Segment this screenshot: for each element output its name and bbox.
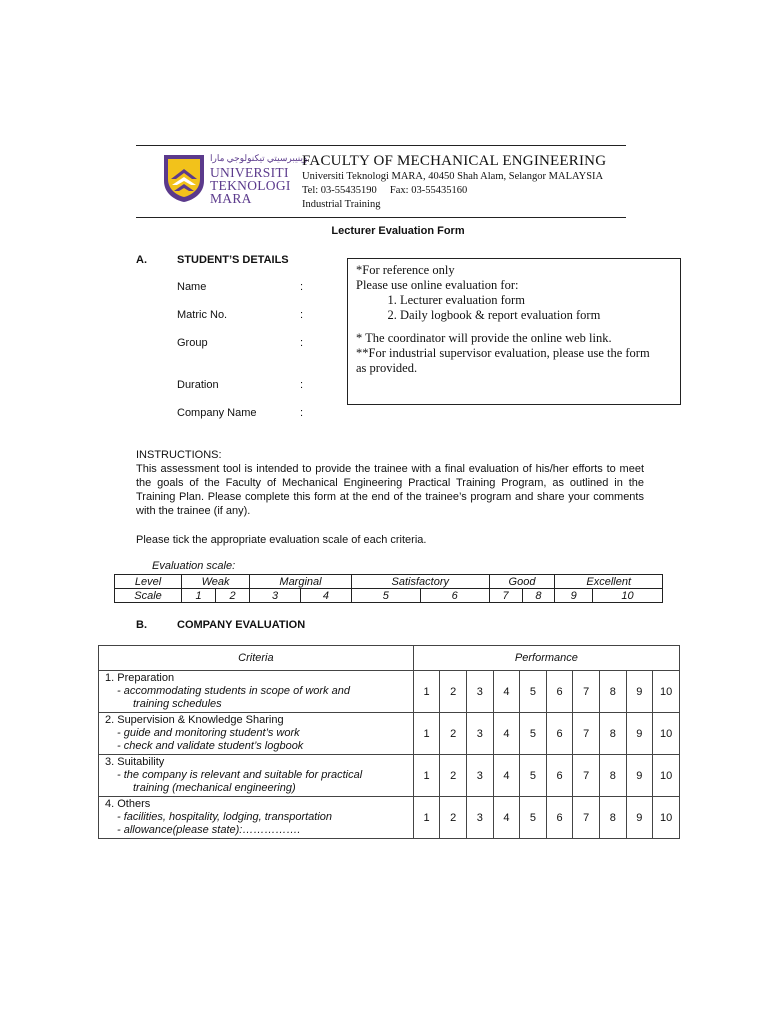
scale-value: 7 xyxy=(489,589,522,603)
rating-option[interactable]: 10 xyxy=(653,671,680,713)
scale-value: 1 xyxy=(182,589,216,603)
rating-option[interactable]: 7 xyxy=(573,755,600,797)
scale-value: 10 xyxy=(592,589,662,603)
rating-option[interactable]: 6 xyxy=(546,755,573,797)
rating-option[interactable]: 9 xyxy=(626,671,653,713)
scale-value: 5 xyxy=(351,589,420,603)
note-line-reference: *For reference only xyxy=(356,263,455,277)
scale-level-marginal: Marginal xyxy=(250,575,352,589)
reference-note-box xyxy=(347,258,681,405)
rating-option[interactable]: 5 xyxy=(520,755,547,797)
scale-level-satisfactory: Satisfactory xyxy=(351,575,489,589)
field-duration-colon: : xyxy=(300,379,304,391)
rating-option[interactable]: 2 xyxy=(440,671,467,713)
rating-option[interactable]: 2 xyxy=(440,713,467,755)
criteria-row xyxy=(99,755,680,797)
scale-value: 2 xyxy=(216,589,250,603)
criteria-sub: - the company is relevant and suitable for practical xyxy=(117,769,363,781)
company-evaluation-table xyxy=(98,645,680,839)
rating-option[interactable]: 9 xyxy=(626,713,653,755)
scale-caption: Evaluation scale: xyxy=(152,560,236,572)
criteria-sub: - guide and monitoring student’s work xyxy=(117,727,300,739)
criteria-sub: - accommodating students in scope of work and xyxy=(117,685,350,697)
rating-option[interactable]: 9 xyxy=(626,755,653,797)
logo-line-mara: MARA xyxy=(210,191,252,206)
criteria-cell xyxy=(99,797,414,839)
rating-option[interactable]: 10 xyxy=(653,755,680,797)
uitm-logo xyxy=(162,153,308,206)
field-group-colon: : xyxy=(300,337,304,349)
criteria-title: 1. Preparation xyxy=(105,672,175,684)
criteria-row xyxy=(99,713,680,755)
rating-option[interactable]: 1 xyxy=(413,671,440,713)
field-name-colon: : xyxy=(300,281,304,293)
criteria-cell xyxy=(99,671,414,713)
criteria-sub: training (mechanical engineering) xyxy=(133,782,296,794)
rating-option[interactable]: 1 xyxy=(413,797,440,839)
scale-value: 4 xyxy=(301,589,352,603)
rating-option[interactable]: 6 xyxy=(546,671,573,713)
form-title: Lecturer Evaluation Form xyxy=(331,225,465,237)
rating-option[interactable]: 8 xyxy=(599,755,626,797)
instructions-tick: Please tick the appropriate evaluation scale of each criteria. xyxy=(136,534,427,546)
faculty-address: Universiti Teknologi MARA, 40450 Shah Alam, Selangor MALAYSIA xyxy=(302,171,604,182)
faculty-title: FACULTY OF MECHANICAL ENGINEERING xyxy=(302,153,607,169)
criteria-sub: - facilities, hospitality, lodging, transportation xyxy=(117,811,333,823)
rating-option[interactable]: 8 xyxy=(599,797,626,839)
criteria-sub: - check and validate student’s logbook xyxy=(117,740,304,752)
header-top-rule xyxy=(136,145,626,146)
rating-option[interactable]: 1 xyxy=(413,755,440,797)
section-a-title: STUDENT’S DETAILS xyxy=(177,254,289,266)
criteria-row xyxy=(99,797,680,839)
field-duration-label: Duration xyxy=(177,379,219,391)
criteria-title: 4. Others xyxy=(105,798,151,810)
faculty-unit: Industrial Training xyxy=(302,199,381,210)
logo-jawi-text: ﻮﻳﻨﻴﺒﺮﺳﻴﺘﻲ ﺗﻴﻜﻨﻮﻟﻮﺟﻲ ﻣﺎﺭﺍ xyxy=(210,153,308,163)
scale-value: 8 xyxy=(522,589,555,603)
rating-option[interactable]: 8 xyxy=(599,713,626,755)
note-line-coordinator: * The coordinator will provide the online web link. xyxy=(356,331,612,345)
header-bottom-rule xyxy=(136,217,626,218)
criteria-title: 3. Suitability xyxy=(105,756,165,768)
scale-value: 3 xyxy=(250,589,301,603)
criteria-header: Criteria xyxy=(99,646,414,671)
rating-option[interactable]: 8 xyxy=(599,671,626,713)
rating-option[interactable]: 3 xyxy=(467,713,494,755)
rating-option[interactable]: 6 xyxy=(546,713,573,755)
rating-option[interactable]: 3 xyxy=(467,755,494,797)
instructions-body: This assessment tool is intended to provide the trainee with a final evaluation of his/her efforts to meet the goals of the Faculty of Mechanical Engineering Practical Training Program, as outlined in the Training Plan. Please complete this form at the end of the trainee’s program and share your comments with the trainee (if any). xyxy=(136,463,644,517)
criteria-sub: training schedules xyxy=(133,698,222,710)
scale-level-good: Good xyxy=(489,575,555,589)
field-matric-colon: : xyxy=(300,309,304,321)
rating-option[interactable]: 9 xyxy=(626,797,653,839)
field-company-label: Company Name xyxy=(177,407,257,419)
logo-line-teknologi: TEKNOLOGI xyxy=(210,178,291,193)
rating-option[interactable]: 3 xyxy=(467,797,494,839)
scale-level-weak: Weak xyxy=(182,575,250,589)
criteria-title: 2. Supervision & Knowledge Sharing xyxy=(105,714,284,726)
scale-value: 6 xyxy=(420,589,489,603)
rating-option[interactable]: 7 xyxy=(573,797,600,839)
note-list xyxy=(356,293,672,323)
rating-option[interactable]: 1 xyxy=(413,713,440,755)
criteria-cell xyxy=(99,713,414,755)
scale-scale-label: Scale xyxy=(115,589,182,603)
rating-option[interactable]: 4 xyxy=(493,713,520,755)
evaluation-scale-table xyxy=(114,574,663,603)
scale-value: 9 xyxy=(555,589,593,603)
note-list-item: 2. Daily logbook & report evaluation form xyxy=(400,308,672,323)
scale-level-label: Level xyxy=(115,575,182,589)
section-a-letter: A. xyxy=(136,254,147,266)
instructions-heading: INSTRUCTIONS: xyxy=(136,449,222,461)
rating-option[interactable]: 7 xyxy=(573,713,600,755)
rating-option[interactable]: 4 xyxy=(493,671,520,713)
section-b-letter: B. xyxy=(136,619,147,631)
note-list-item: 1. Lecturer evaluation form xyxy=(400,293,672,308)
rating-option[interactable]: 5 xyxy=(520,671,547,713)
criteria-row xyxy=(99,671,680,713)
field-company-colon: : xyxy=(300,407,304,419)
rating-option[interactable]: 5 xyxy=(520,713,547,755)
rating-option[interactable]: 10 xyxy=(653,797,680,839)
performance-header: Performance xyxy=(413,646,679,671)
field-matric-label: Matric No. xyxy=(177,309,228,321)
rating-option[interactable]: 6 xyxy=(546,797,573,839)
uitm-crest-icon xyxy=(162,153,206,203)
field-group-label: Group xyxy=(177,337,208,349)
faculty-contact: Tel: 03-55435190 Fax: 03-55435160 xyxy=(302,185,468,196)
rating-option[interactable]: 7 xyxy=(573,671,600,713)
rating-option[interactable]: 2 xyxy=(440,755,467,797)
rating-option[interactable]: 5 xyxy=(520,797,547,839)
rating-option[interactable]: 4 xyxy=(493,797,520,839)
rating-option[interactable]: 3 xyxy=(467,671,494,713)
logo-line-universiti: UNIVERSITI xyxy=(210,165,289,180)
rating-option[interactable]: 4 xyxy=(493,755,520,797)
rating-option[interactable]: 10 xyxy=(653,713,680,755)
rating-option[interactable]: 2 xyxy=(440,797,467,839)
scale-level-excellent: Excellent xyxy=(555,575,663,589)
note-line-online: Please use online evaluation for: xyxy=(356,278,519,292)
criteria-sub: - allowance(please state):……………. xyxy=(117,824,301,836)
criteria-cell xyxy=(99,755,414,797)
section-b-title: COMPANY EVALUATION xyxy=(177,619,306,631)
field-name-label: Name xyxy=(177,281,207,293)
note-line-supervisor: **For industrial supervisor evaluation, please use the form as provided. xyxy=(356,346,650,375)
